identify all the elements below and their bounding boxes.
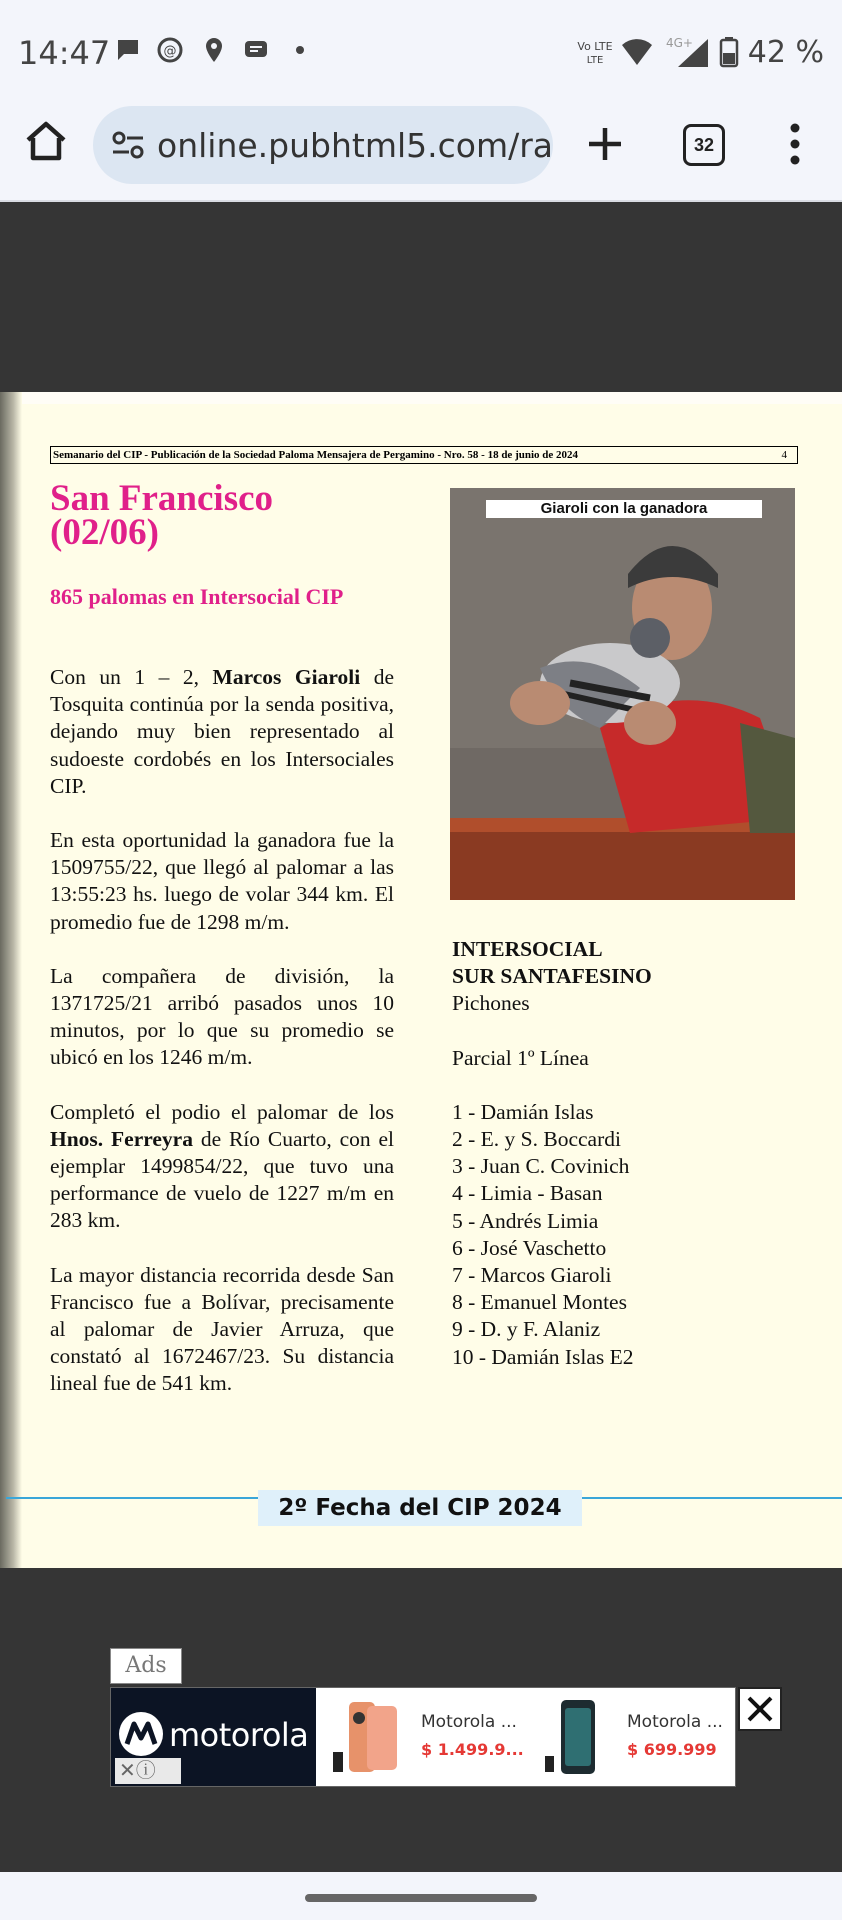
volte-icon [577,37,613,67]
article-body [50,664,394,1425]
ad-close-button[interactable] [738,1687,782,1731]
ad-product-2[interactable] [531,1688,735,1786]
url-text[interactable]: online.pubhtml5.com/ra [157,126,553,165]
phone-product-icon [331,1696,401,1778]
p1-text-c: de Tosquita continúa por la senda positiva, dejando muy bien representado al sudoeste cordobés en los Intersociales CIP. [50,665,395,798]
p4-text-c: de Río Cuarto, con el ejemplar 1499854/22, que tuvo una performance de vuelo de 1227 m/m en 283 km. [50,1126,394,1233]
ad-banner[interactable] [110,1687,736,1787]
result-entry: 9 - D. y F. Alaniz [452,1317,601,1342]
new-tab-button[interactable] [583,122,627,166]
close-icon [740,1689,780,1729]
home-button[interactable] [22,118,70,166]
result-entry: 6 - José Vaschetto [452,1235,607,1260]
title-line-1: San Francisco [50,478,274,519]
page-top-edge [0,392,842,404]
article-subtitle: 865 palomas en Intersocial CIP [50,584,344,609]
result-entry: 7 - Marcos Giaroli [452,1263,612,1288]
paragraph-4 [50,1099,394,1235]
site-settings-icon[interactable] [111,128,145,162]
ad-product-price: $ 699.999 [627,1740,717,1759]
result-entry: 1 - Damián Islas [452,1099,594,1124]
gesture-handle[interactable] [305,1894,537,1902]
newsletter-header [50,446,798,464]
paragraph-3: La compañera de división, la 1371725/21 arribó pasados unos 10 minutos, por lo que su promedio se ubicó en los 1246 m/m. [50,963,394,1070]
dot-icon [286,36,314,64]
header-text: Semanario del CIP - Publicación de la Sociedad Paloma Mensajera de Pergamino - Nro. 58 - 18 de junio de 2024 [53,449,579,461]
location-icon [200,36,228,64]
message-icon [242,36,270,64]
paragraph-2: En esta oportunidad la ganadora fue la 1509755/22, que llegó al palomar a las 13:55:23 hs. luego de volar 344 km. El promedio fue de 1298 m/m. [50,828,394,934]
article-title [50,478,410,553]
ad-brand-panel[interactable] [111,1688,316,1786]
paragraph-1 [50,664,394,800]
result-entry: 10 - Damián Islas E2 [452,1344,634,1369]
svg-text:LTE: LTE [586,55,604,66]
status-bar [0,0,842,92]
winner-photo [450,488,795,900]
chat-bubble-icon [114,36,142,64]
result-entry: 2 - E. y S. Boccardi [452,1127,621,1152]
p4-bold-name: Hnos. Ferreyra [50,1126,193,1151]
result-entry: 3 - Juan C. Covinich [452,1154,630,1179]
wifi-icon [620,37,654,67]
more-menu-icon[interactable] [780,120,810,168]
p1-bold-name: Marcos Giaroli [212,665,361,689]
motorola-logo-icon [119,1712,163,1756]
page-number: 4 [781,449,787,461]
p4-text-a: Completó el podio el palomar de los [50,1099,394,1124]
tab-switcher-button[interactable]: 32 [683,124,725,166]
result-entry: 4 - Limia - Basan [452,1181,603,1206]
system-nav-bar [0,1872,842,1920]
svg-text:Vo LTE: Vo LTE [577,40,613,53]
page-binding-shadow [0,392,22,1568]
result-entry: 8 - Emanuel Montes [452,1290,627,1315]
photo-caption: Giaroli con la ganadora [486,500,762,518]
results-category: Pichones [452,991,530,1016]
result-entry: 5 - Andrés Limia [452,1208,599,1233]
battery-percentage: 42 % [747,34,824,70]
ad-product-name: Motorola ... [421,1712,517,1732]
svg-text:@: @ [163,44,177,59]
ad-product-name: Motorola ... [627,1712,723,1732]
status-time: 14:47 [18,34,111,72]
battery-icon [720,37,738,67]
browser-toolbar [0,92,842,202]
title-line-2: (02/06) [50,512,159,553]
phone-product-icon [543,1696,603,1778]
p1-text-a: Con un 1 – 2, [50,665,213,689]
4g-signal-icon [664,35,710,69]
address-bar[interactable] [93,106,553,184]
ad-product-1[interactable] [321,1688,531,1786]
ad-product-price: $ 1.499.9... [421,1740,524,1759]
ad-choices-icon[interactable]: ✕ⓘ [115,1758,181,1784]
ads-label: Ads [110,1648,182,1684]
results-heading-2: SUR SANTAFESINO [452,964,652,989]
status-right-group [577,32,824,72]
threads-icon [156,36,184,64]
results-section: Parcial 1º Línea [452,1045,589,1070]
results-column [452,936,782,1371]
svg-text:4G+: 4G+ [665,36,693,50]
paragraph-5: La mayor distancia recorrida desde San Francisco fue a Bolívar, precisamente al palomar de Javier Arruza, que constató al 1672467/23. Su distancia lineal fue de 541 km. [50,1262,394,1396]
footer-label: 2º Fecha del CIP 2024 [258,1490,582,1526]
results-heading-1: INTERSOCIAL [452,937,603,961]
ad-brand-name: motorola [169,1716,309,1754]
